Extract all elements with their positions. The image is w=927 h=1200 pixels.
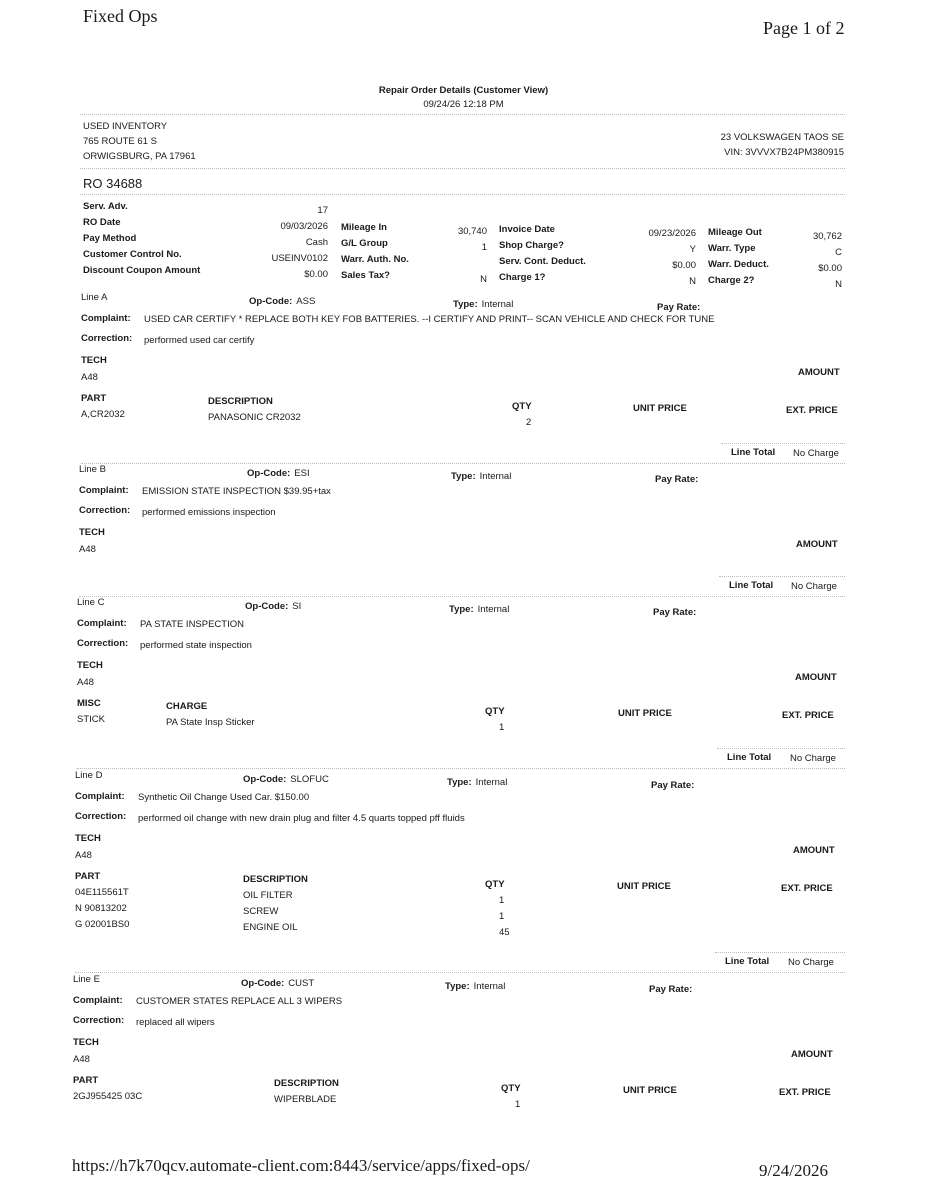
complaint-text: USED CAR CERTIFY * REPLACE BOTH KEY FOB BATTERIES. --I CERTIFY AND PRINT-- SCAN VEHICLE AND CHECK FOR TUNE	[144, 314, 715, 325]
divider	[717, 748, 845, 749]
divider	[715, 952, 845, 953]
line-name: Line D	[75, 770, 103, 781]
pay-rate-label: Pay Rate:	[649, 984, 693, 995]
ro-number: RO 34688	[83, 176, 143, 191]
item-qty: 1	[499, 911, 505, 922]
page-indicator: Page 1 of 2	[763, 18, 845, 38]
item-code: 2GJ955425 03C	[73, 1091, 143, 1102]
type-value: Internal	[475, 777, 508, 788]
amount-label: AMOUNT	[795, 672, 837, 683]
type-label: Type:	[453, 299, 478, 310]
item-qty: 1	[499, 895, 505, 906]
opcode-label: Op-Code:	[245, 601, 289, 612]
misc-header: MISC	[77, 698, 101, 709]
ro-field-label: Invoice Date	[499, 224, 555, 235]
tech-value: A48	[81, 372, 98, 383]
vehicle-vin: VIN: 3VVVX7B24PM380915	[724, 147, 844, 158]
correction-label: Correction:	[81, 333, 133, 344]
complaint-text: Synthetic Oil Change Used Car. $150.00	[138, 792, 310, 803]
item-qty: 2	[526, 417, 532, 428]
divider	[80, 114, 845, 115]
ro-field-value: $0.00	[818, 263, 842, 274]
ro-field-label: RO Date	[83, 217, 121, 228]
qty-header: QTY	[501, 1083, 521, 1094]
item-code: 04E115561T	[75, 887, 129, 898]
opcode-value: CUST	[288, 978, 315, 989]
tech-label: TECH	[77, 660, 103, 671]
divider	[80, 194, 845, 195]
part-header: PART	[73, 1075, 99, 1086]
item-description: PANASONIC CR2032	[208, 412, 301, 423]
description-header: DESCRIPTION	[243, 874, 308, 885]
report-title: Repair Order Details (Customer View)	[378, 85, 549, 96]
type-label: Type:	[445, 981, 470, 992]
opcode-label: Op-Code:	[241, 978, 285, 989]
amount-label: AMOUNT	[791, 1049, 833, 1060]
line-type	[451, 471, 511, 482]
pay-rate-label: Pay Rate:	[657, 302, 701, 313]
qty-header: QTY	[485, 879, 505, 890]
line-type	[449, 604, 509, 615]
amount-label: AMOUNT	[798, 367, 840, 378]
description-header: DESCRIPTION	[208, 396, 273, 407]
ro-field-value: Cash	[305, 237, 328, 248]
line-total-value: No Charge	[793, 448, 839, 459]
customer-address2: ORWIGSBURG, PA 17961	[83, 151, 196, 162]
ro-field-label: Serv. Cont. Deduct.	[499, 256, 586, 267]
opcode-value: ASS	[296, 296, 316, 307]
opcode	[247, 468, 310, 479]
complaint-label: Complaint:	[81, 313, 131, 324]
line-type	[445, 981, 505, 992]
correction-text: performed used car certify	[144, 335, 255, 346]
item-description: OIL FILTER	[243, 890, 293, 901]
complaint-label: Complaint:	[79, 485, 129, 496]
ro-field-label: G/L Group	[341, 238, 388, 249]
ro-field-label: Pay Method	[83, 233, 137, 244]
complaint-text: EMISSION STATE INSPECTION $39.95+tax	[142, 486, 331, 497]
ro-field-label: Customer Control No.	[83, 249, 182, 260]
item-description: WIPERBLADE	[274, 1094, 337, 1105]
customer-name: USED INVENTORY	[83, 121, 168, 132]
ro-field-value: C	[835, 247, 842, 258]
opcode-label: Op-Code:	[249, 296, 293, 307]
item-description: SCREW	[243, 906, 279, 917]
item-qty: 45	[499, 927, 510, 938]
line-type	[447, 777, 507, 788]
pay-rate-label: Pay Rate:	[653, 607, 697, 618]
ext-price-header: EXT. PRICE	[782, 710, 834, 721]
print-url: https://h7k70qcv.automate-client.com:8443/service/apps/fixed-ops/	[72, 1156, 530, 1175]
tech-value: A48	[73, 1054, 90, 1065]
qty-header: QTY	[485, 706, 505, 717]
ro-field-value: 09/03/2026	[280, 221, 328, 232]
ext-price-header: EXT. PRICE	[781, 883, 833, 894]
ro-field-value: 1	[481, 242, 487, 253]
tech-value: A48	[79, 544, 96, 555]
opcode	[249, 296, 315, 307]
line-name: Line C	[77, 597, 105, 608]
item-code: G 02001BS0	[75, 919, 130, 930]
tech-label: TECH	[81, 355, 107, 366]
ro-field-value: N	[689, 276, 696, 287]
ro-field-label: Warr. Deduct.	[708, 259, 769, 270]
ext-price-header: EXT. PRICE	[786, 405, 838, 416]
ro-field-label: Charge 1?	[499, 272, 546, 283]
tech-label: TECH	[75, 833, 101, 844]
correction-label: Correction:	[75, 811, 127, 822]
complaint-label: Complaint:	[77, 618, 127, 629]
description-header: DESCRIPTION	[274, 1078, 339, 1089]
divider	[80, 168, 845, 169]
correction-label: Correction:	[79, 505, 131, 516]
tech-value: A48	[77, 677, 94, 688]
report-datetime: 09/24/26 12:18 PM	[423, 99, 504, 110]
ro-field-label: Mileage Out	[708, 227, 762, 238]
correction-label: Correction:	[73, 1015, 125, 1026]
ro-field-value: N	[835, 279, 842, 290]
divider	[721, 443, 845, 444]
opcode-label: Op-Code:	[243, 774, 287, 785]
opcode-value: SI	[292, 601, 302, 612]
line-total-value: No Charge	[788, 957, 834, 968]
ro-field-label: Sales Tax?	[341, 270, 390, 281]
tech-label: TECH	[73, 1037, 99, 1048]
divider	[81, 463, 845, 464]
unit-price-header: UNIT PRICE	[633, 403, 687, 414]
amount-label: AMOUNT	[793, 845, 835, 856]
opcode-label: Op-Code:	[247, 468, 291, 479]
ro-field-label: Discount Coupon Amount	[83, 265, 201, 276]
item-code: N 90813202	[75, 903, 127, 914]
divider	[75, 972, 845, 973]
ro-field-value: $0.00	[304, 269, 328, 280]
pay-rate-label: Pay Rate:	[651, 780, 695, 791]
divider	[79, 596, 845, 597]
qty-header: QTY	[512, 401, 532, 412]
correction-text: replaced all wipers	[136, 1017, 215, 1028]
type-value: Internal	[479, 471, 512, 482]
item-description: PA State Insp Sticker	[166, 717, 255, 728]
ro-field-value: Y	[689, 244, 696, 255]
ext-price-header: EXT. PRICE	[779, 1087, 831, 1098]
opcode	[245, 601, 301, 612]
ro-field-value: 09/23/2026	[648, 228, 696, 239]
part-header: PART	[75, 871, 101, 882]
item-code: A,CR2032	[81, 409, 125, 420]
type-label: Type:	[451, 471, 476, 482]
ro-field-label: Serv. Adv.	[83, 201, 128, 212]
item-qty: 1	[515, 1099, 521, 1110]
print-date: 9/24/2026	[759, 1161, 828, 1180]
type-label: Type:	[447, 777, 472, 788]
line-total-value: No Charge	[790, 753, 836, 764]
ro-field-value: 30,740	[457, 226, 487, 237]
part-header: PART	[81, 393, 107, 404]
opcode-value: ESI	[294, 468, 310, 479]
tech-label: TECH	[79, 527, 105, 538]
line-name: Line E	[73, 974, 100, 985]
line-name: Line A	[81, 292, 108, 303]
correction-text: performed state inspection	[140, 640, 252, 651]
line-total-value: No Charge	[791, 581, 837, 592]
type-value: Internal	[473, 981, 506, 992]
opcode	[241, 978, 314, 989]
ro-field-value: 30,762	[812, 231, 842, 242]
line-type	[453, 299, 513, 310]
divider	[77, 768, 845, 769]
item-description: ENGINE OIL	[243, 922, 298, 933]
correction-label: Correction:	[77, 638, 129, 649]
ro-field-value: $0.00	[672, 260, 696, 271]
tech-value: A48	[75, 850, 92, 861]
unit-price-header: UNIT PRICE	[623, 1085, 677, 1096]
ro-field-label: Charge 2?	[708, 275, 755, 286]
unit-price-header: UNIT PRICE	[618, 708, 672, 719]
ro-field-label: Warr. Type	[708, 243, 756, 254]
ro-field-label: Shop Charge?	[499, 240, 564, 251]
line-total-label: Line Total	[725, 956, 770, 967]
ro-field-label: Warr. Auth. No.	[341, 254, 409, 265]
line-total-label: Line Total	[727, 752, 772, 763]
correction-text: performed emissions inspection	[142, 507, 276, 518]
customer-address1: 765 ROUTE 61 S	[83, 136, 157, 147]
amount-label: AMOUNT	[796, 539, 838, 550]
pay-rate-label: Pay Rate:	[655, 474, 699, 485]
ro-field-value: N	[480, 274, 487, 285]
line-total-label: Line Total	[729, 580, 774, 591]
charge-header: CHARGE	[166, 701, 208, 712]
ro-field-value: USEINV0102	[271, 253, 328, 264]
item-qty: 1	[499, 722, 505, 733]
divider	[719, 576, 845, 577]
complaint-text: CUSTOMER STATES REPLACE ALL 3 WIPERS	[136, 996, 343, 1007]
line-name: Line B	[79, 464, 106, 475]
ro-field-value: 17	[317, 205, 328, 216]
type-label: Type:	[449, 604, 474, 615]
line-total-label: Line Total	[731, 447, 776, 458]
type-value: Internal	[481, 299, 514, 310]
item-code: STICK	[77, 714, 105, 725]
ro-field-label: Mileage In	[341, 222, 387, 233]
vehicle-description: 23 VOLKSWAGEN TAOS SE	[720, 132, 844, 143]
opcode	[243, 774, 329, 785]
complaint-label: Complaint:	[73, 995, 123, 1006]
type-value: Internal	[477, 604, 510, 615]
unit-price-header: UNIT PRICE	[617, 881, 671, 892]
correction-text: performed oil change with new drain plug and filter 4.5 quarts topped pff fluids	[138, 813, 465, 824]
complaint-text: PA STATE INSPECTION	[140, 619, 244, 630]
print-title: Fixed Ops	[83, 6, 158, 26]
opcode-value: SLOFUC	[290, 774, 329, 785]
complaint-label: Complaint:	[75, 791, 125, 802]
